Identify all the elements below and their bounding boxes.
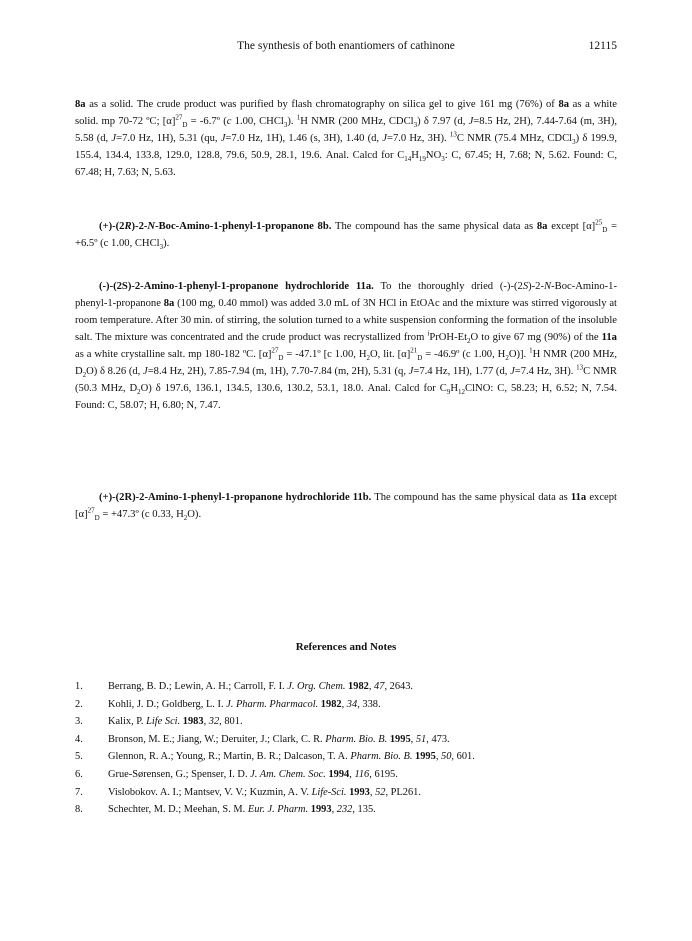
compound-heading-11a: (-)-(2S)-2-Amino-1-phenyl-1-propanone hydrochloride 11a. — [99, 281, 374, 292]
compound-heading-8b: (+)-(2R)-2-N-Boc-Amino-1-phenyl-1-propanone 8b. — [99, 221, 332, 232]
reference-item: 3. Kalix, P. Life Sci. 1983, 32, 801. — [75, 716, 243, 728]
reference-item: 4. Bronson, M. E.; Jiang, W.; Deruiter, J.; Clark, C. R. Pharm. Bio. B. 1995, 51, 473. — [75, 733, 450, 745]
reference-item: 2. Kohli, J. D.; Goldberg, L. I. J. Pharm. Pharmacol. 1982, 34, 338. — [75, 698, 381, 710]
references-heading: References and Notes — [295, 641, 397, 653]
references-list — [75, 678, 617, 819]
reference-item: 8. Schechter, M. D.; Meehan, S. M. Eur. J. Pharm. 1993, 232, 135. — [75, 804, 376, 816]
paragraph-11b: (+)-(2R)-2-Amino-1-phenyl-1-propanone hydrochloride 11b. The compound has the same physical data as 11a except $[\alpha]^{27}_D$ = +47.3º (c 0.33, $H_2O$). — [75, 492, 617, 523]
reference-item: 1. Berrang, B. D.; Lewin, A. H.; Carroll, F. I. J. Org. Chem. 1982, 47, 2643. — [75, 681, 414, 692]
reference-item: 7. Vislobokov. A. I.; Mantsev, V. V.; Kuzmin, A. V. Life-Sci. 1993, 52, PL261. — [75, 786, 421, 798]
compound-heading-11b: (+)-(2R)-2-Amino-1-phenyl-1-propanone hydrochloride 11b. — [99, 492, 372, 503]
running-title: The synthesis of both enantiomers of cathinone — [237, 40, 455, 52]
paragraph-11a: (-)-(2S)-2-Amino-1-phenyl-1-propanone hydrochloride 11a. To the thoroughly dried (-)-(2S)-2-N-Boc-Amino-1-phenyl-1-propanone 8a (100 mg, 0.40 mmol) was added 3.0 mL of 3N HCl in EtOAc and the mixture was stirred vigorously at room temperature. After 30 min. of stirring, the solution turned to a white suspension conforming the formation of the insoluble salt. The mixture was concentrated and the crude product was recrystallized from $^iPrOH-Et_2O$ to give 67 mg (90%) of the 11a as a white crystalline salt. mp 180-182 ºC. $[\alpha]^{27}_D$ = -47.1º [c 1.00, $H_2O$, lit. $[\alpha]^{21}_D$ = -46.9º (c 1.00, $H_2O$)]. $^1$H NMR (200 MHz, $D_2O$) δ 8.26 (d, J=8.4 Hz, 2H), 7.85-7.94 (m, 1H), 7.70-7.84 (m, 2H), 5.31 (q, J=7.4 Hz, 1H), 1.77 (d, J=7.4 Hz, 3H). $^{13}$C NMR (50.3 MHz, $D_2O$) δ 197.6, 136.1, 134.5, 130.6, 130.2, 53.1, 18.0. Anal. Calcd for $C_9H_{12}ClNO$: C, 58.23; H, 6.52; N, 7.54. Found: C, 58.07; H, 6.80; N, 7.47. — [75, 281, 618, 411]
page-number: 12115 — [588, 40, 617, 52]
paragraph-8a-data: 8a as a solid. The crude product was purified by flash chromatography on silica gel to give 161 mg (76%) of 8a as a white solid. mp 70-72 ºC; $[\alpha]^{27}_D$ = -6.7º (c 1.00, CHCl$_3$). $^1$H NMR (200 MHz, CDCl$_3$) δ 7.97 (d, J=8.5 Hz, 2H), 7.44-7.64 (m, 3H), 5.58 (d, J=7.0 Hz, 1H), 5.31 (qu, J=7.0 Hz, 1H), 1.46 (s, 3H), 1.40 (d, J=7.0 Hz, 3H). $^{13}$C NMR (75.4 MHz, CDCl$_3$) δ 199.9, 155.4, 134.4, 133.8, 129.0, 128.8, 79.6, 50.9, 28.1, 19.6. Anal. Calcd for $C_{14}H_{19}NO_3$: C, 67.45; H, 7.68; N, 5.62. Found: C, 67.48; H, 7.63; N, 5.63. — [75, 99, 617, 178]
page-header — [75, 40, 617, 56]
reference-item: 6. Grue-Sørensen, G.; Spenser, I. D. J. Am. Chem. Soc. 1994, 116, 6195. — [75, 768, 398, 780]
paragraph-8b: (+)-(2R)-2-N-Boc-Amino-1-phenyl-1-propanone 8b. The compound has the same physical data as 8a except $[\alpha]^{25}_D$ = +6.5º (c 1.00, CHCl$_3$). — [75, 218, 617, 252]
reference-item: 5. Glennon, R. A.; Young, R.; Martin, B. R.; Dalcason, T. A. Pharm. Bio. B. 1995, 50, 601. — [75, 751, 475, 763]
